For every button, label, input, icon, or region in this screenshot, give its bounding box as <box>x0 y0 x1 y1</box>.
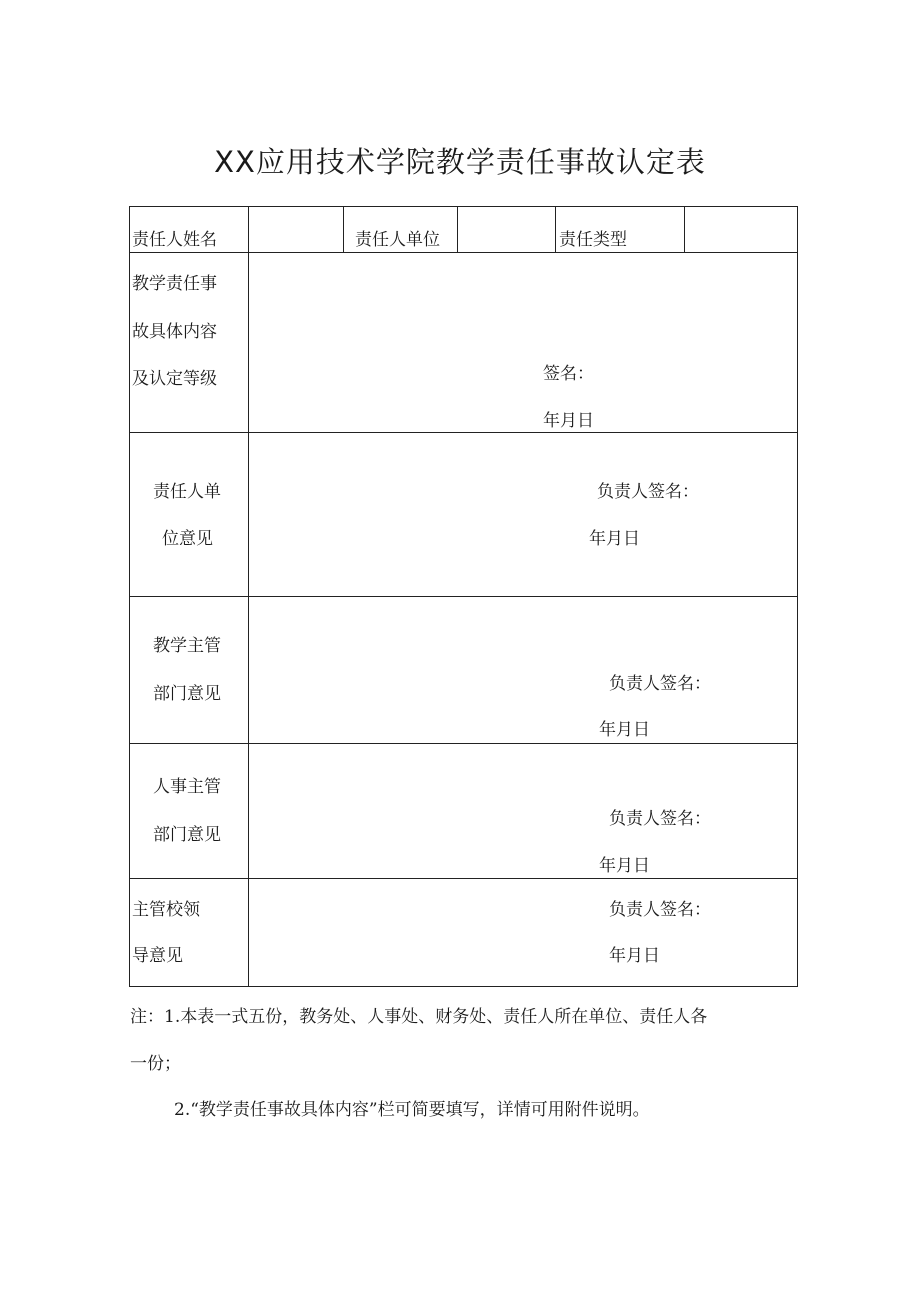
date-label: 年月日 <box>609 946 660 966</box>
signature-label: 负责人签名： <box>609 900 711 920</box>
section-label-line: 责任人单 <box>153 482 221 502</box>
signature-label: 负责人签名： <box>597 482 699 502</box>
name-field[interactable] <box>250 207 342 251</box>
opinion-field[interactable] <box>250 880 796 985</box>
name-label: 责任人姓名 <box>132 230 217 250</box>
note-line: 注：1.本表一式五份，教务处、人事处、财务处、责任人所在单位、责任人各 <box>130 1007 708 1027</box>
row-divider <box>129 878 798 879</box>
signature-label: 负责人签名： <box>609 809 711 829</box>
header-divider <box>457 206 458 253</box>
unit-label: 责任人单位 <box>355 230 440 250</box>
accident-form-table <box>129 206 798 987</box>
type-field[interactable] <box>686 207 796 251</box>
date-label: 年月日 <box>589 529 640 549</box>
row-divider <box>129 596 798 597</box>
section-label-line: 及认定等级 <box>132 369 217 389</box>
signature-label: 签名： <box>543 364 594 384</box>
row-divider <box>129 432 798 433</box>
table-border-right <box>797 206 798 987</box>
table-border-bottom <box>129 986 798 987</box>
section-label-line: 故具体内容 <box>132 322 217 342</box>
note-line: 一份； <box>130 1054 181 1074</box>
section-label-line: 主管校领 <box>132 900 200 920</box>
label-column-divider <box>248 206 249 987</box>
row-divider <box>129 743 798 744</box>
opinion-field[interactable] <box>250 434 796 595</box>
header-divider <box>343 206 344 253</box>
table-border-left <box>129 206 130 987</box>
unit-field[interactable] <box>459 207 554 251</box>
section-label-line: 教学主管 <box>153 636 221 656</box>
date-label: 年月日 <box>599 856 650 876</box>
section-label-line: 部门意见 <box>153 825 221 845</box>
signature-label: 负责人签名： <box>609 674 711 694</box>
date-label: 年月日 <box>543 411 594 431</box>
date-label: 年月日 <box>599 720 650 740</box>
content-field[interactable] <box>250 254 796 431</box>
opinion-field[interactable] <box>250 598 796 742</box>
row-divider <box>129 252 798 253</box>
type-label: 责任类型 <box>559 230 627 250</box>
section-label-line: 人事主管 <box>153 777 221 797</box>
header-divider <box>555 206 556 253</box>
section-label-line: 位意见 <box>162 529 213 549</box>
note-line: 2.“教学责任事故具体内容”栏可简要填写，详情可用附件说明。 <box>174 1100 650 1120</box>
section-label-line: 教学责任事 <box>132 274 217 294</box>
opinion-field[interactable] <box>250 745 796 877</box>
section-label-line: 导意见 <box>132 946 183 966</box>
section-label-line: 部门意见 <box>153 684 221 704</box>
page-title: XX应用技术学院教学责任事故认定表 <box>214 145 706 179</box>
header-divider <box>684 206 685 253</box>
